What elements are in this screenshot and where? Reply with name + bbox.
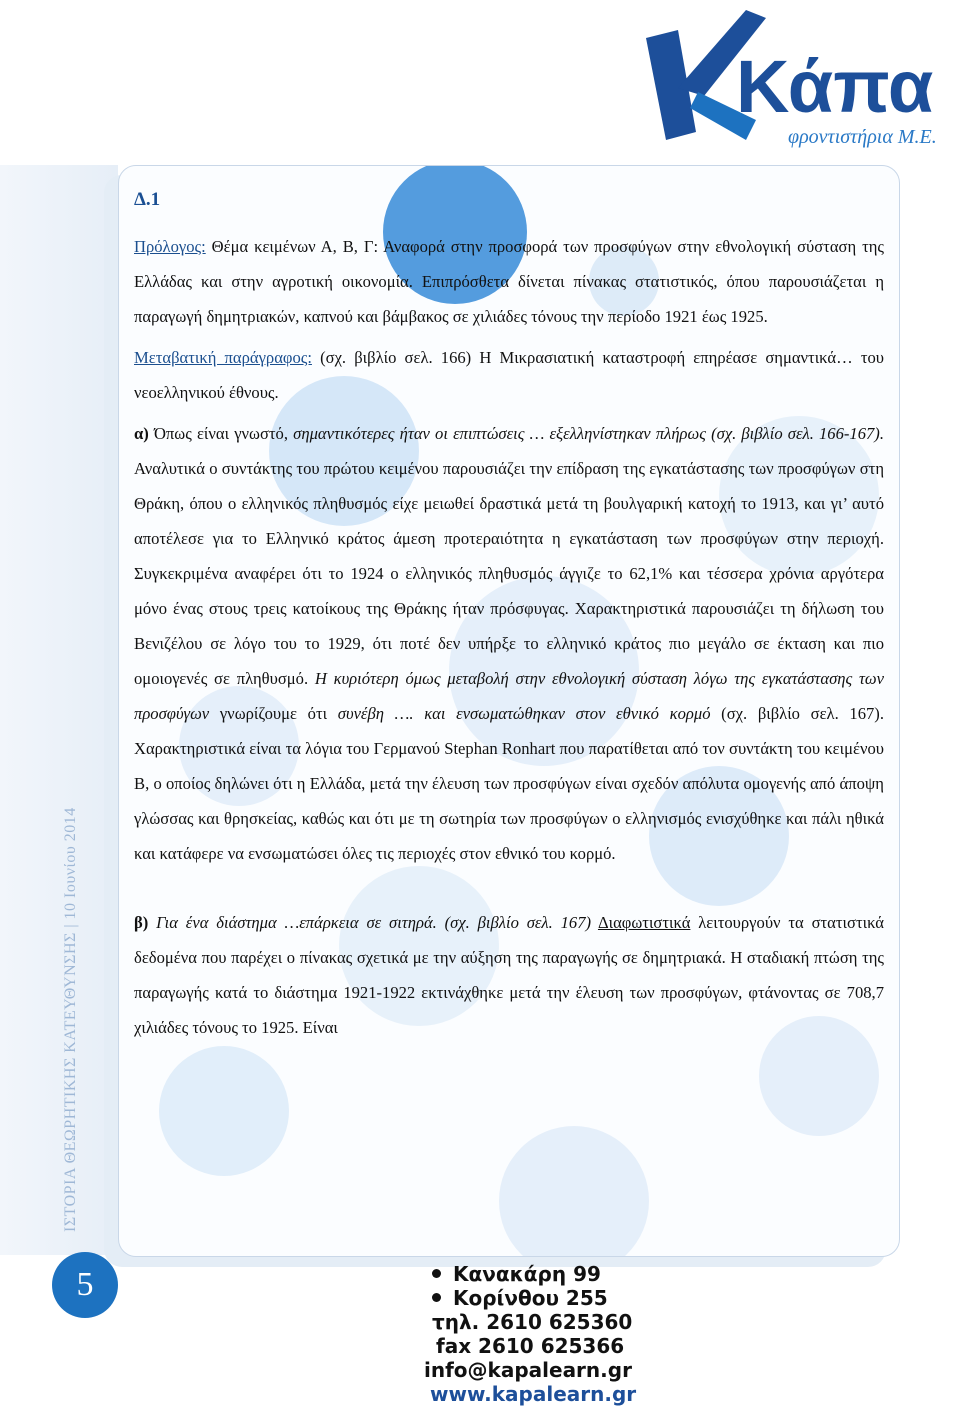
- answer-b-underlined: Διαφωτιστικά: [597, 913, 691, 932]
- footer-website[interactable]: www.kapalearn.gr: [430, 1382, 637, 1406]
- bullet-icon: [432, 1269, 441, 1278]
- answer-a-quote2: Η κυριότερη όμως μεταβολή στην εθνολογική σύσταση λόγω της εγκατάστασης των προσφύγων: [134, 669, 884, 723]
- footer-contact: [420, 1262, 650, 1406]
- transition-text: (σχ. βιβλίο σελ. 166) Η Μικρασιατική καταστροφή επηρέασε σημαντικά… του νεοελληνικού έθνους.: [134, 348, 885, 402]
- address-2-text: Κορίνθου 255: [453, 1286, 608, 1310]
- answer-a-lead: Όπως είναι γνωστό,: [148, 424, 294, 443]
- answer-a-quote3: συνέβη …. και ενσωματώθηκαν στον εθνικό κορμό: [337, 704, 711, 723]
- transition-label: Μεταβατική παράγραφος:: [134, 348, 312, 367]
- paragraph-transition: [134, 340, 884, 410]
- section-heading: Δ.1: [134, 189, 161, 210]
- paragraph-answer-a: [134, 416, 884, 871]
- kapa-logo-mark: [638, 0, 960, 150]
- answer-b-quote: Για ένα διάστημα …επάρκεια σε σιτηρά. (σχ. βιβλίο σελ. 167): [148, 913, 592, 932]
- sidebar-vertical-title: ΙΣΤΟΡΙΑ ΘΕΩΡΗΤΙΚΗΣ ΚΑΤΕΥΘΥΝΣΗΣ | 10 Ιουνίου 2014: [62, 807, 79, 1232]
- answer-a-text2: γνωρίζουμε ότι: [209, 704, 338, 723]
- prologue-text: Θέμα κειμένων Α, Β, Γ: Αναφορά στην προσφορά των προσφύγων στην εθνολογική σύσταση της Ελλάδας και στην αγροτική οικονομία. Επιπρόσθετα δίνεται πίνακας στατιστικός, όπου παρουσιάζεται η παραγωγή δημητριακών, καπνού και βάμβακος σε χιλιάδες τόνους την περίοδο 1921 έως 1925.: [134, 237, 884, 326]
- paragraph-answer-b: [134, 905, 884, 1045]
- paragraph-prologue: [134, 229, 884, 334]
- bullet-icon: [432, 1293, 441, 1302]
- answer-b-label: β): [134, 913, 149, 932]
- address-1-text: Κανακάρη 99: [453, 1262, 601, 1286]
- bubble-decoration: [159, 1046, 289, 1176]
- footer-address-1: [420, 1262, 650, 1286]
- answer-b-text: λειτουργούν τα στατιστικά δεδομένα που παρέχει ο πίνακας σχετικά με την αύξηση της παραγωγής σε δημητριακά. Η σταδιακή πτώση της παραγωγής κατά το διάστημα 1921-1922 εκτινάχθηκε μετά την έλευση των προσφύγων, φτάνοντας σε 708,7 χιλιάδες τόνους το 1925. Είναι: [134, 913, 884, 1037]
- footer-phone: τηλ. 2610 625360: [432, 1310, 633, 1334]
- answer-a-label: α): [134, 424, 149, 443]
- answer-a-text3: (σχ. βιβλίο σελ. 167). Χαρακτηριστικά είναι τα λόγια του Γερμανού Stephan Ronhart που παρατίθεται από τον συντάκτη του κειμένου Β, ο οποίος δηλώνει ότι η Ελλάδα, μετά την έλευση των προσφύγων είναι σχεδόν απόλυτα ομογενής από άποψη γλώσσας και θρησκείας, καθώς και ότι με τη σωτηρία των προσφύγων ο ελληνισμός ενισχύθηκε και πάλι ηθικά και κατάφερε να ενσωματώσει όλες τις περιοχές στον εθνικό του κορμό.: [134, 704, 884, 863]
- footer-address-2: [420, 1286, 650, 1310]
- prologue-label: Πρόλογος:: [134, 237, 206, 256]
- footer-fax: fax 2610 625366: [436, 1334, 625, 1358]
- answer-a-quote: σημαντικότερες ήταν οι επιπτώσεις … εξελληνίστηκαν πλήρως (σχ. βιβλίο σελ. 166-167).: [293, 424, 884, 443]
- logo-brand: Κάπα: [736, 45, 934, 128]
- answer-a-text1: Αναλυτικά ο συντάκτης του πρώτου κειμένου παρουσιάζει την επίδραση της εγκατάστασης των προσφύγων στη Θράκη, όπου ο ελληνικός πληθυσμός είχε μειωθεί δραστικά μετά τη βουλγαρική κατοχή το 1913, και γι’ αυτό αποτέλεσε για το Ελληνικό κράτος άμεση προτεραιότητα η εγκατάσταση των προσφύγων στην περιοχή. Συγκεκριμένα αναφέρει ότι το 1924 ο ελληνικός πληθυσμός άγγιζε το 62,1% και τέσσερα χρόνια αργότερα μόνο ένας στους τρεις κατοίκους της Θράκης ήταν πρόσφυγας. Χαρακτηριστικά παρουσιάζει τη δήλωση του Βενιζέλου σε λόγο του το 1929, ότι ποτέ δεν υπήρξε το ελληνικό κράτος πιο μεγάλο σε έκταση και πιο ομοιογενές σε πληθυσμό.: [134, 459, 884, 688]
- document-body: [134, 182, 884, 1045]
- kapa-logo: [638, 0, 960, 150]
- left-sidebar: [0, 165, 118, 1255]
- bubble-decoration: [499, 1126, 649, 1257]
- footer-email[interactable]: info@kapalearn.gr: [424, 1358, 632, 1382]
- logo-subtitle: φροντιστήρια Μ.Ε.: [788, 126, 937, 148]
- page-number-badge: 5: [52, 1252, 118, 1318]
